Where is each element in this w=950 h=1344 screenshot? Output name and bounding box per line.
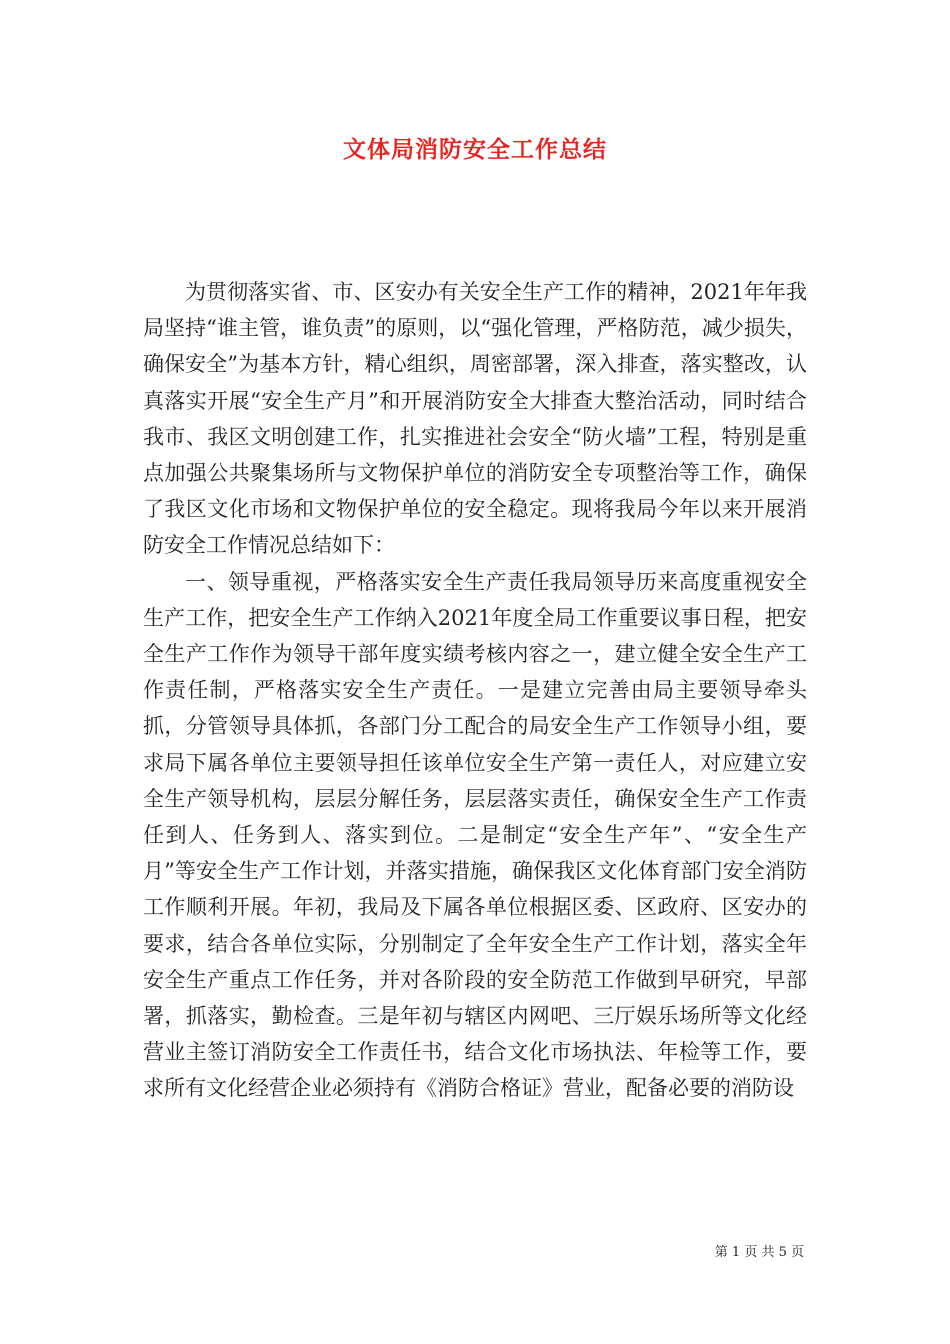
paragraph-section-1: 一、领导重视，严格落实安全生产责任我局领导历来高度重视安全生产工作，把安全生产工作纳入2021年度全局工作重要议事日程，把安全生产工作作为领导干部年度实绩考核内容之一，建立健全安全生产工作责任制，严格落实安全生产责任。一是建立完善由局主要领导牵头抓，分管领导具体抓，各部门分工配合的局安全生产工作领导小组，要求局下属各单位主要领导担任该单位安全生产第一责任人，对应建立安全生产领导机构，层层分解任务，层层落实责任，确保安全生产工作责任到人、任务到人、落实到位。二是制定“安全生产年”、“安全生产月”等安全生产工作计划，并落实措施，确保我区文化体育部门安全消防工作顺利开展。年初，我局及下属各单位根据区委、区政府、区安办的要求，结合各单位实际，分别制定了全年安全生产工作计划，落实全年安全生产重点工作任务，并对各阶段的安全防范工作做到早研究，早部署，抓落实，勤检查。三是年初与辖区内网吧、三厅娱乐场所等文化经营业主签订消防安全工作责任书，结合文化市场执法、年检等工作，要求所有文化经营企业必须持有《消防合格证》营业，配备必要的消防设 (143, 569, 807, 1101)
document-title: 文体局消防安全工作总结 (343, 137, 607, 163)
paragraph-intro: 为贯彻落实省、市、区安办有关安全生产工作的精神，2021年年我局坚持“谁主管，谁负责”的原则，以“强化管理，严格防范，减少损失，确保安全”为基本方针，精心组织，周密部署，深入排查，落实整改，认真落实开展“安全生产月”和开展消防安全大排查大整治活动，同时结合我市、我区文明创建工作，扎实推进社会安全“防火墙”工程，特别是重点加强公共聚集场所与文物保护单位的消防安全专项整治等工作，确保了我区文化市场和文物保护单位的安全稳定。现将我局今年以来开展消防安全工作情况总结如下： (143, 280, 807, 558)
document-body (143, 274, 807, 1107)
page-number: 第 1 页 共 5 页 (714, 1245, 804, 1260)
